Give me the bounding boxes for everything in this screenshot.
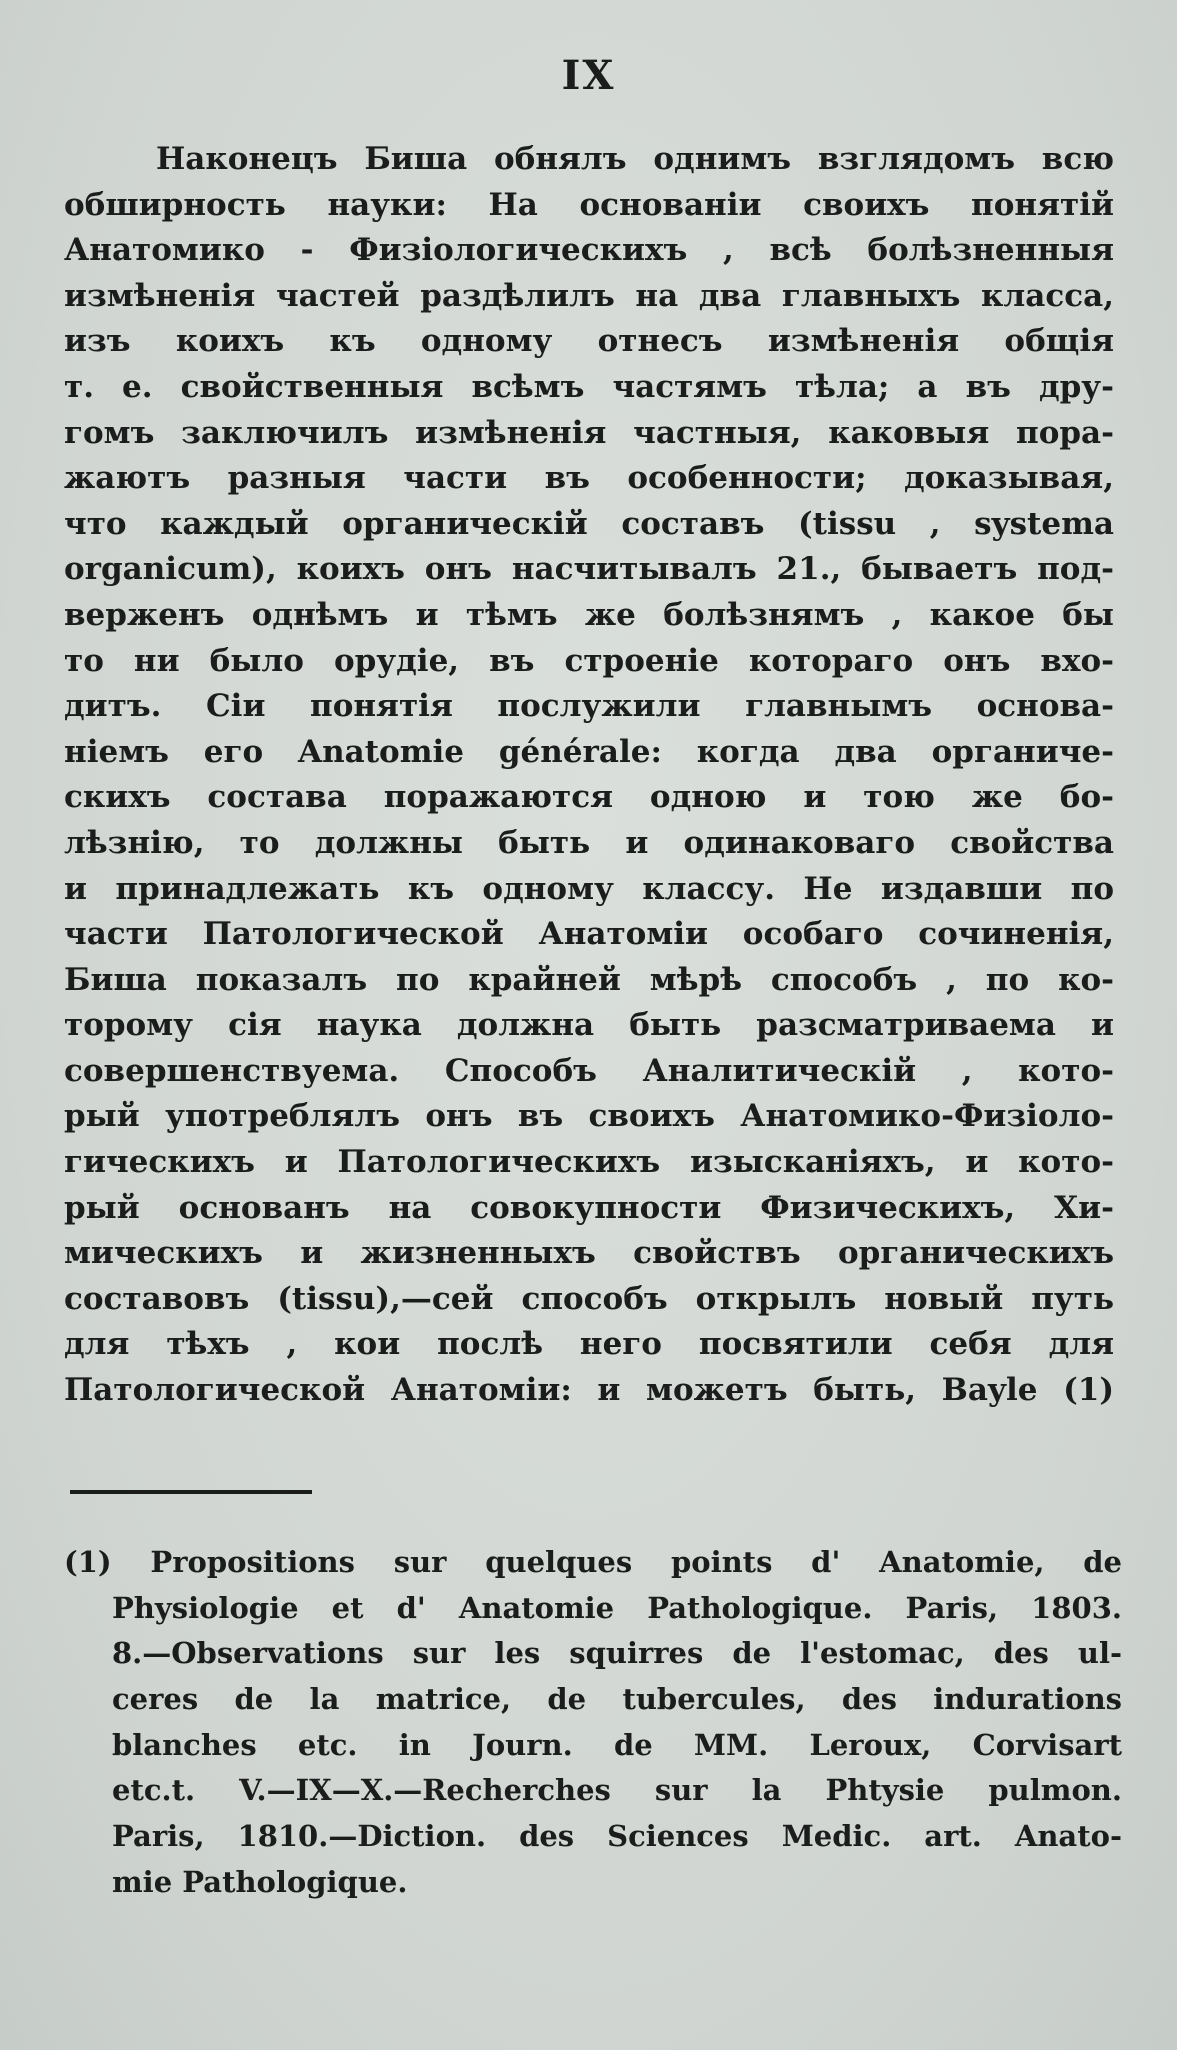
footnote-line: ceres de la matrice, de tubercules, des indurations: [112, 1682, 1122, 1717]
page-number: IX: [561, 52, 616, 99]
text-line: скихъ состава поражаются одною и тою же бо-: [64, 779, 1114, 816]
text-line: что каждый органическій составъ (tissu , systema: [64, 505, 1114, 542]
text-line: измѣненія частей раздѣлилъ на два главныхъ класса,: [64, 277, 1114, 314]
footnote: [64, 1540, 1122, 1906]
footnote-line: 8.—Observations sur les squirres de l'estomac, des ul-: [112, 1636, 1122, 1671]
text-line: торому сія наука должна быть разсматриваема и: [64, 1007, 1114, 1044]
text-line: и принадлежать къ одному классу. Не издавши по: [64, 870, 1114, 907]
text-line: Наконецъ Биша обнялъ однимъ взглядомъ всю: [156, 141, 1114, 177]
text-line: гомъ заключилъ измѣненія частныя, каковыя пора-: [64, 414, 1114, 451]
text-line: составовъ (tissu),—сей способъ открылъ новый путь: [64, 1280, 1114, 1317]
text-line: дитъ. Сіи понятія послужили главнымъ основа-: [64, 688, 1114, 725]
text-line: совершенствуема. Способъ Аналитическій , кото-: [64, 1052, 1114, 1089]
text-line: части Патологической Анатоміи особаго сочиненія,: [64, 916, 1114, 953]
footnote-line: Physiologie et d' Anatomie Pathologique. Paris, 1803.: [112, 1590, 1122, 1625]
text-line: Анатомико - Физіологическихъ , всѣ болѣзненныя: [64, 232, 1114, 269]
text-line: лѣзнію, то должны быть и одинаковаго свойства: [64, 824, 1114, 861]
text-line: рый употреблялъ онъ въ своихъ Анатомико-Физіоло-: [64, 1098, 1114, 1135]
text-line: жаютъ разныя части въ особенности; доказывая,: [64, 460, 1114, 497]
main-text: [64, 137, 1114, 1414]
text-line: верженъ однѣмъ и тѣмъ же болѣзнямъ , какое бы: [64, 596, 1114, 633]
footnote-line: (1) Propositions sur quelques points d' Anatomie, de: [64, 1545, 1122, 1579]
text-line: для тѣхъ , кои послѣ него посвятили себя для: [64, 1326, 1114, 1363]
text-line: рый основанъ на совокупности Физическихъ, Хи-: [64, 1189, 1114, 1226]
text-line: изъ коихъ къ одному отнесъ измѣненія общія: [64, 323, 1114, 360]
text-line: Патологической Анатоміи: и можетъ быть, Bayle (1): [64, 1372, 1114, 1409]
footnote-line: mie Pathologique.: [112, 1864, 408, 1899]
text-line: мическихъ и жизненныхъ свойствъ органическихъ: [64, 1235, 1114, 1272]
text-line: organicum), коихъ онъ насчитывалъ 21., бываетъ под-: [64, 551, 1114, 588]
footnote-line: blanches etc. in Journ. de MM. Leroux, Corvisart: [112, 1727, 1122, 1762]
text-line: т. е. свойственныя всѣмъ частямъ тѣла; а въ дру-: [64, 368, 1114, 405]
text-line: то ни было орудіе, въ строеніе котораго онъ вхо-: [64, 642, 1114, 679]
footnote-divider: [70, 1490, 312, 1494]
text-line: Биша показалъ по крайней мѣрѣ способъ , по ко-: [64, 961, 1114, 998]
text-line: гическихъ и Патологическихъ изысканіяхъ, и кото-: [64, 1144, 1114, 1181]
footnote-line: Paris, 1810.—Diction. des Sciences Medic. art. Anato-: [112, 1819, 1122, 1854]
text-line: ніемъ его Anatomie générale: когда два органиче-: [64, 733, 1114, 770]
text-line: обширность науки: На основаніи своихъ понятій: [64, 186, 1114, 223]
footnote-line: etc.t. V.—IX—X.—Recherches sur la Phtysie pulmon.: [112, 1773, 1122, 1808]
